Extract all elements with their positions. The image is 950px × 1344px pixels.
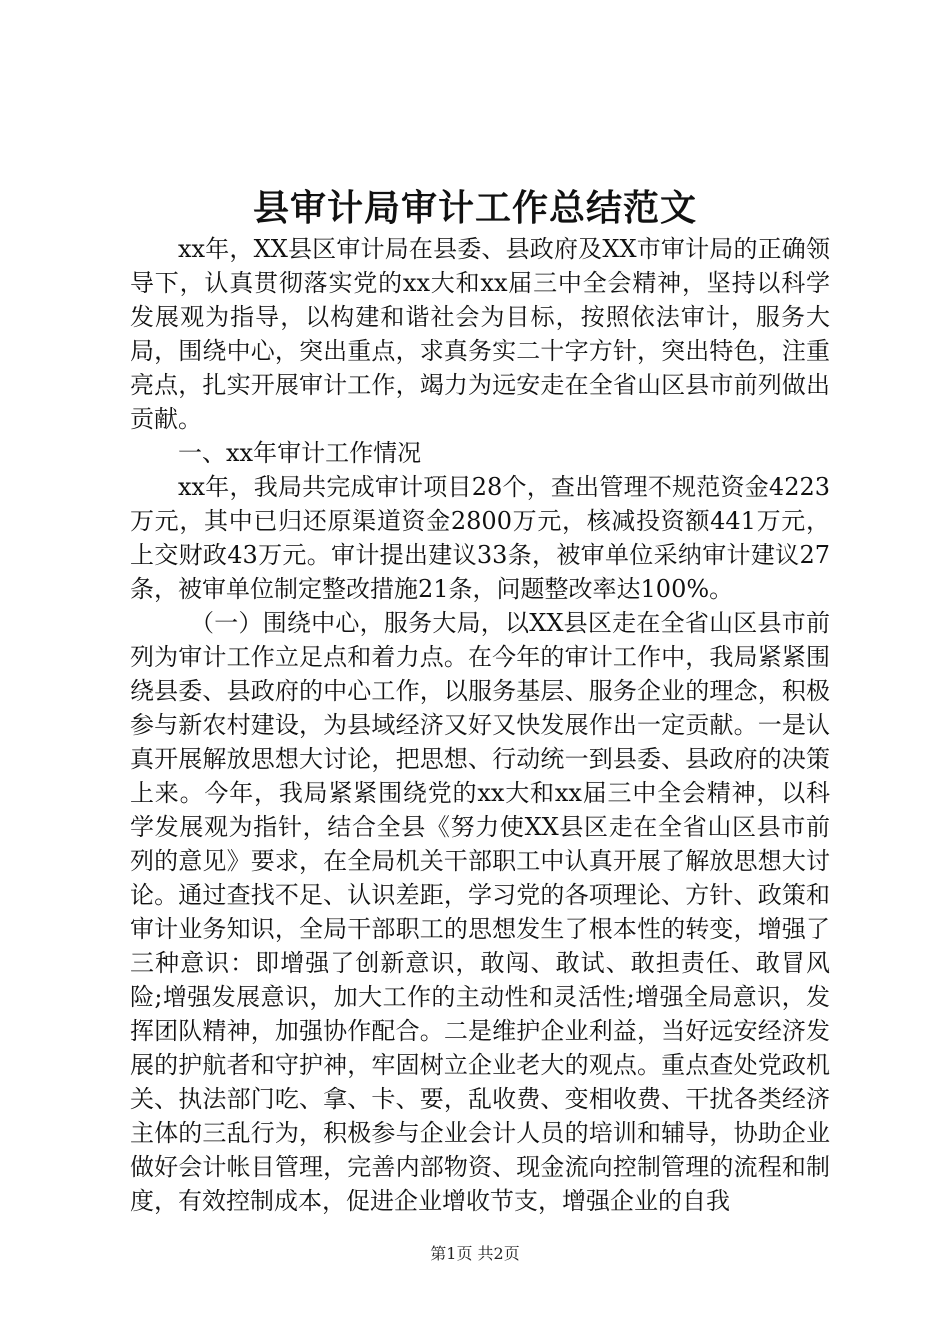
page-footer: 第1页 共2页	[430, 1244, 520, 1263]
section-heading: 一、xx年审计工作情况	[178, 439, 422, 467]
document-body	[130, 232, 830, 1218]
paragraph-intro: xx年，XX县区审计局在县委、县政府及XX市审计局的正确领导下，认真贯彻落实党的xx大和xx届三中全会精神，坚持以科学发展观为指导，以构建和谐社会为目标，按照依法审计，服务大局，围绕中心，突出重点，求真务实二十字方针，突出特色，注重亮点，扎实开展审计工作，竭力为远安走在全省山区县市前列做出贡献。	[130, 235, 830, 433]
paragraph-summary-figures: xx年，我局共完成审计项目28个，查出管理不规范资金4223万元，其中已归还原渠道资金2800万元，核减投资额441万元，上交财政43万元。审计提出建议33条，被审单位采纳审计建议27条，被审单位制定整改措施21条，问题整改率达100%。	[130, 473, 830, 603]
document-title: 县审计局审计工作总结范文	[252, 187, 697, 229]
paragraph-subsection-one: （一）围绕中心，服务大局，以XX县区走在全省山区县市前列为审计工作立足点和着力点。在今年的审计工作中，我局紧紧围绕县委、县政府的中心工作，以服务基层、服务企业的理念，积极参与新农村建设，为县域经济又好又快发展作出一定贡献。一是认真开展解放思想大讨论，把思想、行动统一到县委、县政府的决策上来。今年，我局紧紧围绕党的xx大和xx届三中全会精神，以科学发展观为指针，结合全县《努力使XX县区走在全省山区县市前列的意见》要求，在全局机关干部职工中认真开展了解放思想大讨论。通过查找不足、认识差距，学习党的各项理论、方针、政策和审计业务知识，全局干部职工的思想发生了根本性的转变，增强了三种意识：即增强了创新意识，敢闯、敢试、敢担责任、敢冒风险;增强发展意识，加大工作的主动性和灵活性;增强全局意识，发挥团队精神，加强协作配合。二是维护企业利益，当好远安经济发展的护航者和守护神，牢固树立企业老大的观点。重点查处党政机关、执法部门吃、拿、卡、要，乱收费、变相收费、干扰各类经济主体的三乱行为，积极参与企业会计人员的培训和辅导，协助企业做好会计帐目管理，完善内部物资、现金流向控制管理的流程和制度，有效控制成本，促进企业增收节支，增强企业的自我	[130, 609, 830, 1215]
